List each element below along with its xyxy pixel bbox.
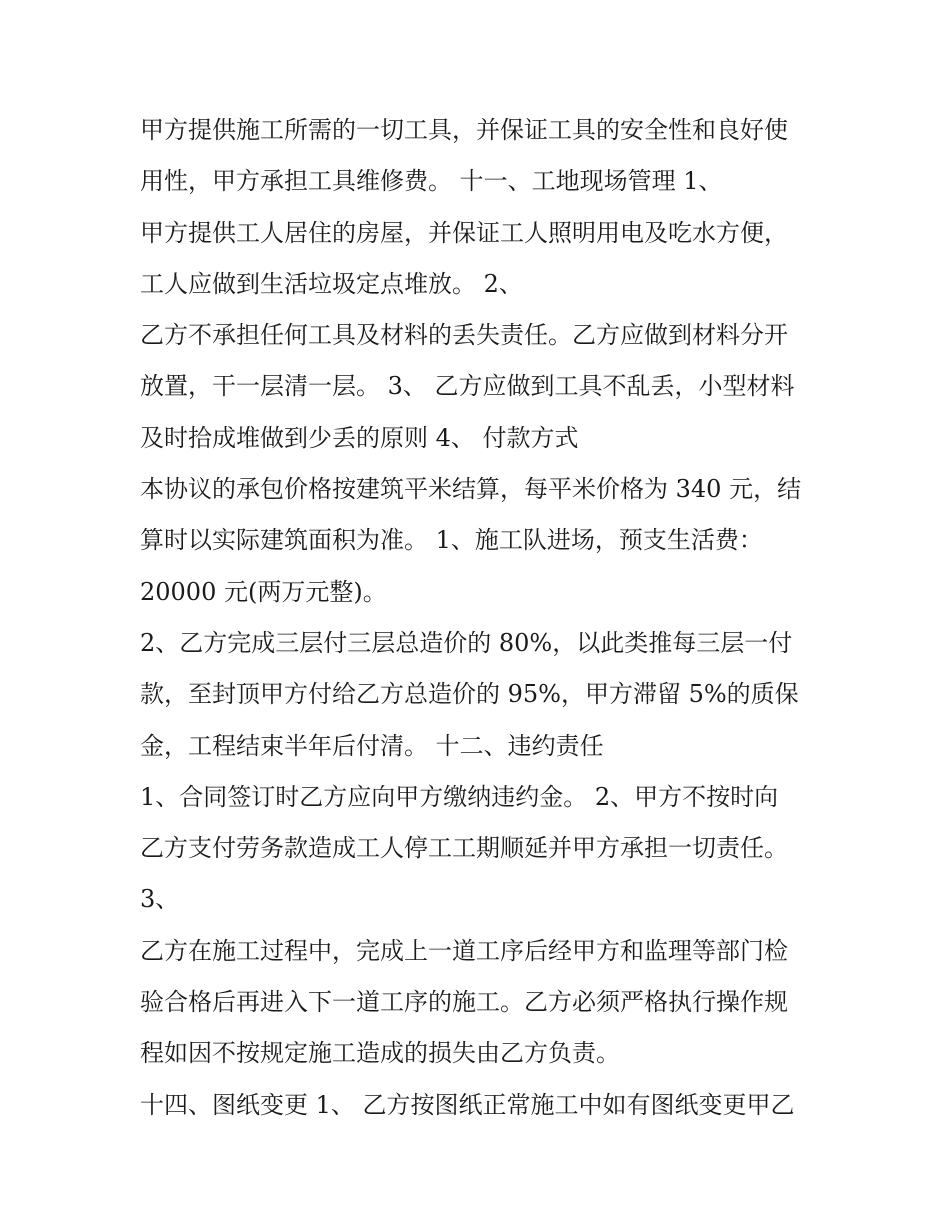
text-line: 甲方提供工人居住的房屋，并保证工人照明用电及吃水方便， — [140, 218, 788, 247]
text-line: 3、 — [140, 885, 180, 914]
text-line: 乙方不承担任何工具及材料的丢失责任。乙方应做到材料分开 — [140, 321, 788, 350]
text-line: 工人应做到生活垃圾定点堆放。 2、 — [140, 269, 523, 298]
contract-text — [140, 105, 820, 1131]
text-line: 20000 元(两万元整)。 — [140, 577, 387, 606]
text-line: 用性，甲方承担工具维修费。 十一、工地现场管理 1、 — [140, 167, 723, 196]
text-line: 验合格后再进入下一道工序的施工。乙方必须严格执行操作规 — [140, 988, 788, 1017]
text-line: 乙方在施工过程中，完成上一道工序后经甲方和监理等部门检 — [140, 936, 788, 965]
text-line: 放置，干一层清一层。 3、 乙方应做到工具不乱丢，小型材料 — [140, 372, 795, 401]
text-line: 金，工程结束半年后付清。 十二、违约责任 — [140, 731, 604, 760]
text-line: 十四、图纸变更 1、 乙方按图纸正常施工中如有图纸变更甲乙 — [140, 1090, 795, 1119]
text-line: 甲方提供施工所需的一切工具，并保证工具的安全性和良好使 — [140, 116, 788, 144]
text-line: 2、乙方完成三层付三层总造价的 80%，以此类推每三层一付 — [140, 628, 793, 657]
text-line: 款，至封顶甲方付给乙方总造价的 95%，甲方滞留 5%的质保 — [140, 680, 799, 709]
text-line: 本协议的承包价格按建筑平米结算，每平米价格为 340 元，结 — [140, 475, 802, 504]
text-line: 算时以实际建筑面积为准。 1、施工队进场，预支生活费： — [140, 526, 763, 555]
text-line: 1、合同签订时乙方应向甲方缴纳违约金。 2、甲方不按时向 — [140, 782, 779, 811]
text-line: 及时拾成堆做到少丢的原则 4、 付款方式 — [140, 423, 579, 452]
text-line: 程如因不按规定施工造成的损失由乙方负责。 — [140, 1039, 620, 1068]
text-line: 乙方支付劳务款造成工人停工工期顺延并甲方承担一切责任。 — [140, 834, 788, 863]
